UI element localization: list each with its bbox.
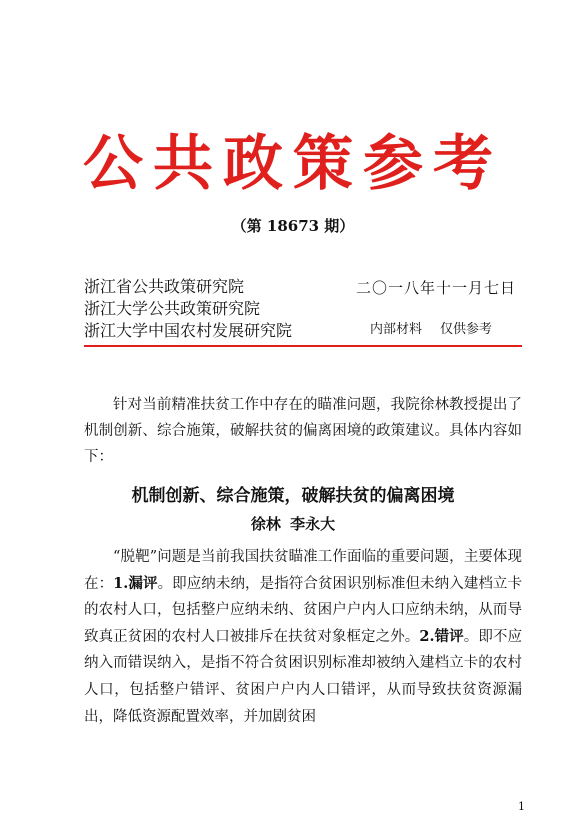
article-title: 机制创新、综合施策，破解扶贫的偏离困境 (131, 486, 455, 506)
body-text-segment: 。即不应纳入而错误纳入，是指不符合贫困识别标准却被纳入建档立卡的农村人口，包括整户错评、贫困户户内人口错评，从而导致扶贫资源漏出，降低资源配置效率，并加剧贫困 (84, 628, 523, 725)
masthead-title: 公共政策参考 (83, 129, 503, 199)
internal-note (370, 321, 492, 339)
intro-paragraph: 针对当前精准扶贫工作中存在的瞄准问题，我院徐林教授提出了机制创新、综合施策，破解扶贫的偏离困境的政策建议。具体内容如下： (84, 397, 522, 465)
body-text-segment: “脱靶”问题是当前我国扶贫瞄准工作面临的重要问题，主要体现在： (84, 549, 522, 592)
internal-note-label: 内部材料 (370, 322, 423, 337)
organization-name: 浙江大学公共政策研究院 (84, 299, 261, 318)
body-paragraph (84, 544, 522, 730)
publication-date: 二〇一八年十一月七日 (356, 279, 517, 297)
issue-number: （第 18673 期） (231, 217, 355, 235)
organization-list (84, 276, 292, 342)
organization-name: 浙江省公共政策研究院 (84, 277, 245, 296)
organization-name: 浙江大学中国农村发展研究院 (84, 321, 293, 340)
point-heading-misinclusion: 2.错评 (419, 627, 464, 645)
point-heading-omission: 1.漏评 (113, 574, 158, 592)
article-authors: 徐林 李永大 (250, 515, 336, 533)
reference-only-label: 仅供参考 (440, 322, 493, 337)
page-number: 1 (518, 800, 525, 813)
header-divider (84, 345, 522, 347)
body-text-segment: 。即应纳未纳，是指符合贫困识别标准但未纳入建档立卡的农村人口，包括整户应纳未纳、贫困户户内人口应纳未纳，从而导致真正贫困的农村人口被排斥在扶贫对象框定之外。 (84, 575, 523, 645)
